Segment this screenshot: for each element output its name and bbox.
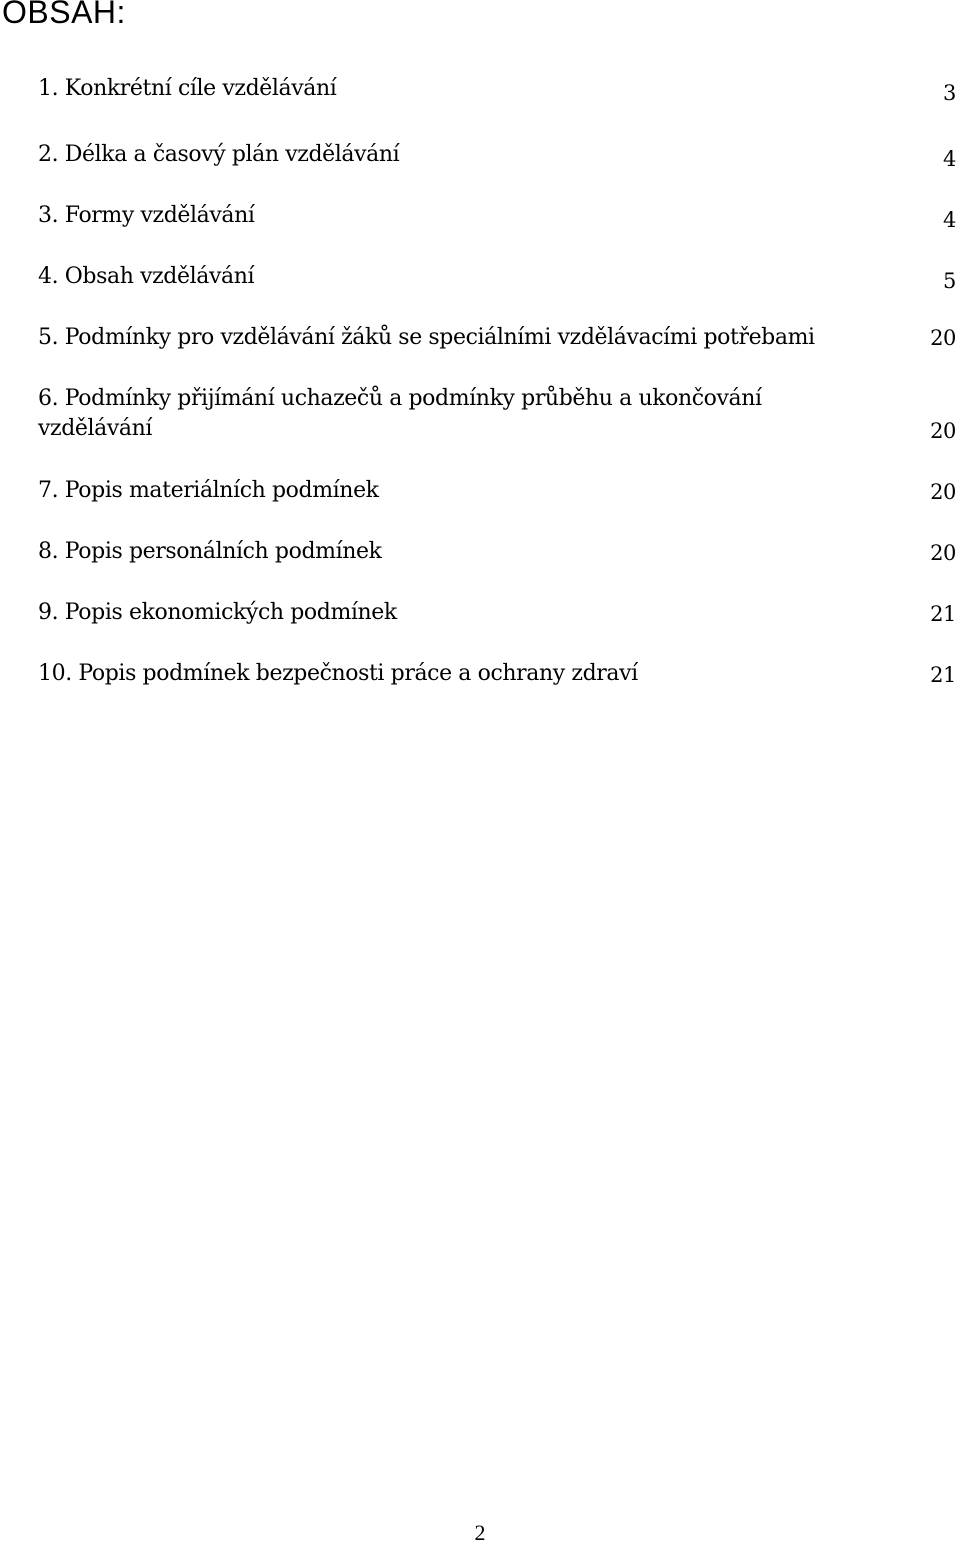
toc-entry-page: 20 [930, 326, 956, 350]
toc-entry-text: Popis ekonomických podmínek [64, 600, 397, 625]
toc-entry-page: 5 [943, 269, 956, 293]
toc-entry-page: 20 [930, 480, 956, 504]
toc-entry-number: 1. [38, 76, 59, 101]
toc-entry-title [38, 323, 888, 353]
toc-entry-title [38, 476, 888, 506]
toc-entry-text: Konkrétní cíle vzdělávání [64, 76, 337, 101]
toc-entry-number: 2. [38, 142, 59, 167]
toc-entry-title [38, 201, 888, 231]
toc-entry-title [38, 384, 858, 444]
toc-entry-number: 9. [38, 600, 59, 625]
toc-entry-page: 4 [943, 208, 956, 232]
toc-entry-text: Podmínky přijímání uchazečů a podmínky průběhu a ukončování vzdělávání [38, 386, 762, 441]
toc-entry-number: 4. [38, 264, 59, 289]
toc-entry-page: 3 [943, 81, 956, 105]
toc-entry-number: 7. [38, 478, 59, 503]
toc-entry-title [38, 74, 888, 104]
toc-entry-page: 4 [943, 147, 956, 171]
toc-entry-number: 10. [38, 661, 72, 686]
toc-entry-title [38, 262, 888, 292]
toc-entry-text: Obsah vzdělávání [64, 264, 255, 289]
toc-entry-text: Popis materiálních podmínek [64, 478, 379, 503]
toc-entry-text: Popis podmínek bezpečnosti práce a ochrany zdraví [78, 661, 638, 686]
toc-entry-title [38, 537, 888, 567]
page-heading: OBSAH: [2, 0, 126, 30]
toc-entry-text: Popis personálních podmínek [64, 539, 382, 564]
toc-entry-number: 5. [38, 325, 59, 350]
toc-entry-title [38, 659, 888, 689]
toc-entry-number: 3. [38, 203, 59, 228]
toc-entry-page: 21 [930, 602, 956, 626]
toc-entry-page: 20 [930, 419, 956, 443]
toc-entry-number: 8. [38, 539, 59, 564]
page-number: 2 [474, 1520, 486, 1545]
toc-entry-text: Podmínky pro vzdělávání žáků se speciálními vzdělávacími potřebami [64, 325, 815, 350]
toc-entry-title [38, 598, 888, 628]
table-of-contents [0, 0, 960, 760]
toc-entry-page: 20 [930, 541, 956, 565]
toc-entry-page: 21 [930, 663, 956, 687]
toc-entry-number: 6. [38, 386, 59, 411]
toc-entry-text: Formy vzdělávání [64, 203, 255, 228]
toc-entry-text: Délka a časový plán vzdělávání [64, 142, 400, 167]
toc-entry-title [38, 140, 888, 170]
